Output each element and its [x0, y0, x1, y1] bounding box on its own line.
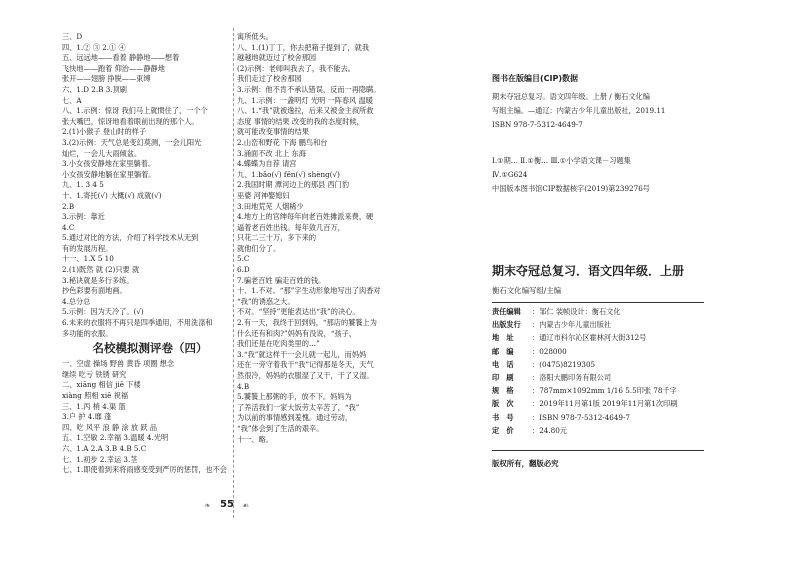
- info-row: 电 话 ：(0475)8219305: [492, 358, 677, 371]
- info-label: 印 刷: [492, 373, 514, 383]
- answer-line: 3.田地荒芜 人烟稀少: [237, 201, 304, 211]
- copyright-notice: 版权所有，翻版必究: [492, 459, 559, 468]
- answer-line: 八、1.“我”就被逸拉，后来又被金主叔所救: [237, 106, 374, 116]
- answer-line: “我”体会到了生活的艰辛。: [237, 423, 324, 433]
- info-row: 定 价 ：24.80元: [492, 424, 677, 437]
- answer-line: xiàng 照相 xiē 祝福: [62, 391, 129, 400]
- answer-line: 七、1.初步 2.幸运 3.茎: [62, 454, 138, 464]
- answer-line: 什么还有和肉?”妈妈有没说，“孩子，: [237, 328, 357, 338]
- answer-line: 不对。“坚持”更能表达出“我”的决心。: [237, 307, 360, 317]
- answer-line: (2)示例：老师叫我去了，我不能去。: [237, 63, 355, 73]
- info-label: 责任编辑: [492, 307, 521, 316]
- answer-line: 三、D: [62, 32, 83, 41]
- answer-line: 六、1.A 2.A 3.B 4.B 5.C: [62, 443, 147, 453]
- answer-line: 2.山峦和野花 下海 鹏鸟和台: [237, 137, 328, 147]
- info-row: 版 次 ：2019年11月第1版 2019年11月第1次印刷: [492, 397, 677, 410]
- publication-info: [492, 305, 677, 437]
- info-value: 邹仁 装帧设计：衡石文化: [539, 307, 621, 316]
- answer-line: 九、1.示例：一盏明灯 光明 一阵春风 温暖: [237, 95, 373, 105]
- answer-line: 3.小女孩安静地在家里躺着。: [62, 159, 156, 169]
- answer-line: 七、A: [62, 95, 82, 105]
- answer-line: 就他们分了。: [237, 243, 281, 253]
- answer-line: 3.示例：他不肯不承认错误，反而一再隐瞒。: [237, 84, 381, 94]
- cip-line: Ⅳ.①G624: [492, 170, 528, 179]
- answer-line: 7.骗老百姓 骗走百姓的钱。: [237, 275, 326, 285]
- answer-line: 2.(1)小猴子 登山时的样子: [62, 127, 147, 137]
- answer-line: 抄色彩要有面地画。: [62, 286, 127, 296]
- column-divider: [233, 28, 234, 518]
- info-row: 责任编辑 ：邹仁 装帧设计：衡石文化: [492, 305, 677, 318]
- info-value: 洛阳大鹏印务有限公司: [539, 373, 612, 383]
- answer-line: 四、1.② ③ 2.① ④: [62, 42, 126, 52]
- answer-line: 4.地方上的官绅每年向老百姓摊派来费，硬: [237, 212, 374, 222]
- info-row: 规 格 ：787mm×1092mm 1/16 5.5印张 78千字: [492, 384, 677, 397]
- answer-line: 逼着老百姓出钱。每年敛几百万，: [237, 222, 345, 232]
- info-row: 印 刷 ：洛阳大鹏印务有限公司: [492, 371, 677, 384]
- answer-line: 3.示例：靠近: [62, 212, 105, 222]
- answer-line: 只花二三十万，多下来的: [237, 233, 317, 243]
- answer-line: 为以前的事情感到羞愧。通过劳动，: [237, 413, 353, 423]
- answer-line: 十一、1.X 5 10: [62, 254, 114, 264]
- answer-line: 多功能的衣服。: [62, 328, 113, 338]
- info-value: 2019年11月第1版 2019年11月第1次印刷: [539, 399, 678, 409]
- info-value: 028000: [539, 346, 567, 356]
- answer-line: 3.秘诀就是多行多练。: [62, 275, 134, 285]
- cip-block: [492, 90, 665, 196]
- answer-column-left: [62, 32, 230, 476]
- answer-line: 2.有一天，我终于回到妈，“那店的饕餮上为: [237, 318, 377, 328]
- answer-line: 4.C: [62, 222, 75, 232]
- cip-line: ISBN 978-7-5312-4649-7: [492, 120, 583, 129]
- cip-line: 期末夺冠总复习。语文四年级。上册 / 衡石文化编: [492, 92, 650, 101]
- answer-line: 就可能改变事情的结果: [237, 127, 309, 137]
- ornament-left-icon: ❧: [204, 501, 211, 510]
- answer-line: 八、1.(1)丁丁，你去把箱子提到了，就我: [237, 42, 370, 52]
- answer-column-right: [237, 32, 407, 445]
- answer-line: 2.(1)既然 就 (2)只要 就: [62, 265, 140, 275]
- answer-line: 3.“我”就这样干一会儿就一起儿，而妈妈: [237, 349, 367, 359]
- answer-line: 了养活我们一家大饭劳太辛苦了，“我”: [237, 402, 360, 412]
- cip-header: 图书在版编目(CIP)数据: [492, 74, 579, 83]
- answer-line: 6.D: [237, 265, 250, 275]
- answer-line: 态度 事情的结果 改变的我的态度时候，: [237, 116, 364, 126]
- answer-list-part1: [62, 32, 230, 339]
- answer-line: 十、1.不对。“那”字生动形象地写出了肉香对: [237, 286, 381, 296]
- answer-line: 5.通过对比的方法，介绍了科学技术从无到: [62, 233, 199, 243]
- answer-line: 十一、略。: [237, 434, 273, 444]
- answer-line: 寓所低头。: [237, 32, 273, 41]
- answer-line: 5.示例：因为天冷了。(√): [62, 307, 144, 317]
- answer-line: 4.总分总: [62, 296, 91, 306]
- answer-line: 飞快地——跑着 仰治——静静地: [62, 63, 165, 73]
- answer-line: 4.蝶蝶为自荐 请宫: [237, 159, 297, 169]
- answer-line: 6.未来的衣服将不再只是四季通用，不用洗涤和: [62, 318, 213, 328]
- rule-top: [492, 302, 704, 303]
- answer-line: 3.户 护 4.靡 蓬: [62, 412, 112, 422]
- answer-line: 3.涌面不改 北上 东海: [237, 148, 306, 158]
- info-value: ISBN 978-7-5312-4649-7: [539, 412, 630, 422]
- info-row: 邮 编 ：028000: [492, 345, 677, 358]
- answer-line: 4.B: [237, 381, 250, 391]
- info-label: 版 次: [492, 399, 514, 409]
- info-row: 地 址 ：通辽市科尔沁区霍林河大街312号: [492, 331, 677, 344]
- answer-line: 5.饕餮上那粥的手，放不下。妈妈为: [237, 392, 352, 402]
- answer-line: 有的发展历程。: [62, 243, 113, 253]
- info-label: 地 址: [492, 333, 514, 343]
- page-number-box: [200, 496, 260, 518]
- answer-line: 5.C: [237, 254, 250, 264]
- info-value: 24.80元: [539, 425, 567, 435]
- answer-line: 四、吃 风平 浪 静 涂 放 跃 品: [62, 422, 158, 432]
- book-title: 期末夺冠总复习．语文四年级．上册: [492, 264, 685, 278]
- ornament-right-icon: ☙: [242, 501, 250, 510]
- info-value: 787mm×1092mm 1/16 5.5印张 78千字: [539, 386, 677, 396]
- answer-line: “我”的诱惑之大。: [237, 296, 295, 306]
- answer-line: 七、1.即使着到来将雨感变受到严厉的惩罚，也不会: [62, 465, 227, 475]
- answer-line: 六、1.D 2.B 3.顶刷: [62, 84, 127, 94]
- info-label: 邮 编: [492, 346, 514, 356]
- answer-line: 2.我国时期 潭河边上的那县 西门豹: [237, 180, 350, 190]
- info-value: 内蒙古少年儿童出版社: [539, 320, 612, 330]
- answer-line: 张开——翅膀 挣脱——束缚: [62, 74, 151, 84]
- editor-credit: 衡石文化编写组/主编: [492, 286, 562, 295]
- exam-section-title: 名校模拟测评卷（四）: [92, 341, 208, 356]
- info-label: 电 话: [492, 359, 514, 369]
- answer-line: 继续 吃亏 铁锈 研究: [62, 369, 127, 379]
- answer-list-part3: [237, 32, 407, 445]
- answer-line: 五、1.空敏 2.幸福 3.温暖 4.光明: [62, 433, 169, 443]
- answer-line: 张大嘴巴，惊讶地看着眼前出现的那个人。: [62, 116, 199, 126]
- info-value: 通辽市科尔沁区霍林河大街312号: [539, 333, 647, 343]
- answer-line: 五、远远地——看着 静静地——想着: [62, 53, 180, 63]
- answer-line: 十、1.寄托(√) 大概(√) 成就(√): [62, 190, 162, 200]
- answer-line: 一、空虚 操场 野兽 黄昏 项圈 想念: [62, 359, 175, 369]
- info-label: 书 号: [492, 412, 514, 422]
- info-label: 定 价: [492, 425, 514, 435]
- info-row: 出版发行 ：内蒙古少年儿童出版社: [492, 318, 677, 331]
- answer-line: 九、1. 3 4 5: [62, 180, 104, 190]
- answer-line: 巫婆 河神娶媳妇: [237, 190, 290, 200]
- answer-line: 三、1.丙 梢 4.渠 篮: [62, 401, 126, 411]
- answer-line: 我们走过了校舍那园: [237, 74, 302, 84]
- cip-line: 中国版本图书馆CIP数据核字(2019)第239276号: [492, 184, 650, 193]
- rule-bottom: [492, 450, 704, 451]
- answer-line: 2.B: [62, 201, 75, 211]
- answer-line: 3.(2)示例：天气总是变幻莫测，一会儿阳光: [62, 137, 202, 147]
- page-number: 55: [220, 499, 234, 510]
- info-value: (0475)8219305: [539, 359, 596, 369]
- answer-line: 灿烂，一会儿大雨倾盆。: [62, 148, 142, 158]
- answer-list-part2: [62, 359, 230, 476]
- cip-line: 写组主编。—通辽：内蒙古少年儿童出版社，2019.11: [492, 106, 666, 115]
- answer-line: 九、1.bǎo(√) fěn(√) shèng(√): [237, 169, 340, 179]
- answer-line: 我们还是在吃肉类里的…”: [237, 339, 320, 349]
- answer-line: 还在一旁守着我干“我”记得那是冬天，天气: [237, 360, 374, 370]
- info-row: 书 号 ：ISBN 978-7-5312-4649-7: [492, 411, 677, 424]
- answer-line: 然很冷，妈妈的衣服湿了又干，干了又湿。: [237, 371, 374, 380]
- answer-line: 小女孩安静地躺在家里躺着。: [62, 169, 156, 179]
- info-label: 规 格: [492, 386, 514, 396]
- info-label: 出版发行: [492, 320, 521, 330]
- cip-line: Ⅰ.①期… Ⅱ.①衡… Ⅲ.①小学语文课－习题集: [492, 156, 631, 165]
- answer-line: 二、xiāng 相信 jiē 下楼: [62, 380, 141, 390]
- answer-line: 八、1.示例：惊讶 我们马上就惯住了，一个个: [62, 106, 208, 116]
- answer-line: 越越地就迈过了校舍那园: [237, 53, 317, 63]
